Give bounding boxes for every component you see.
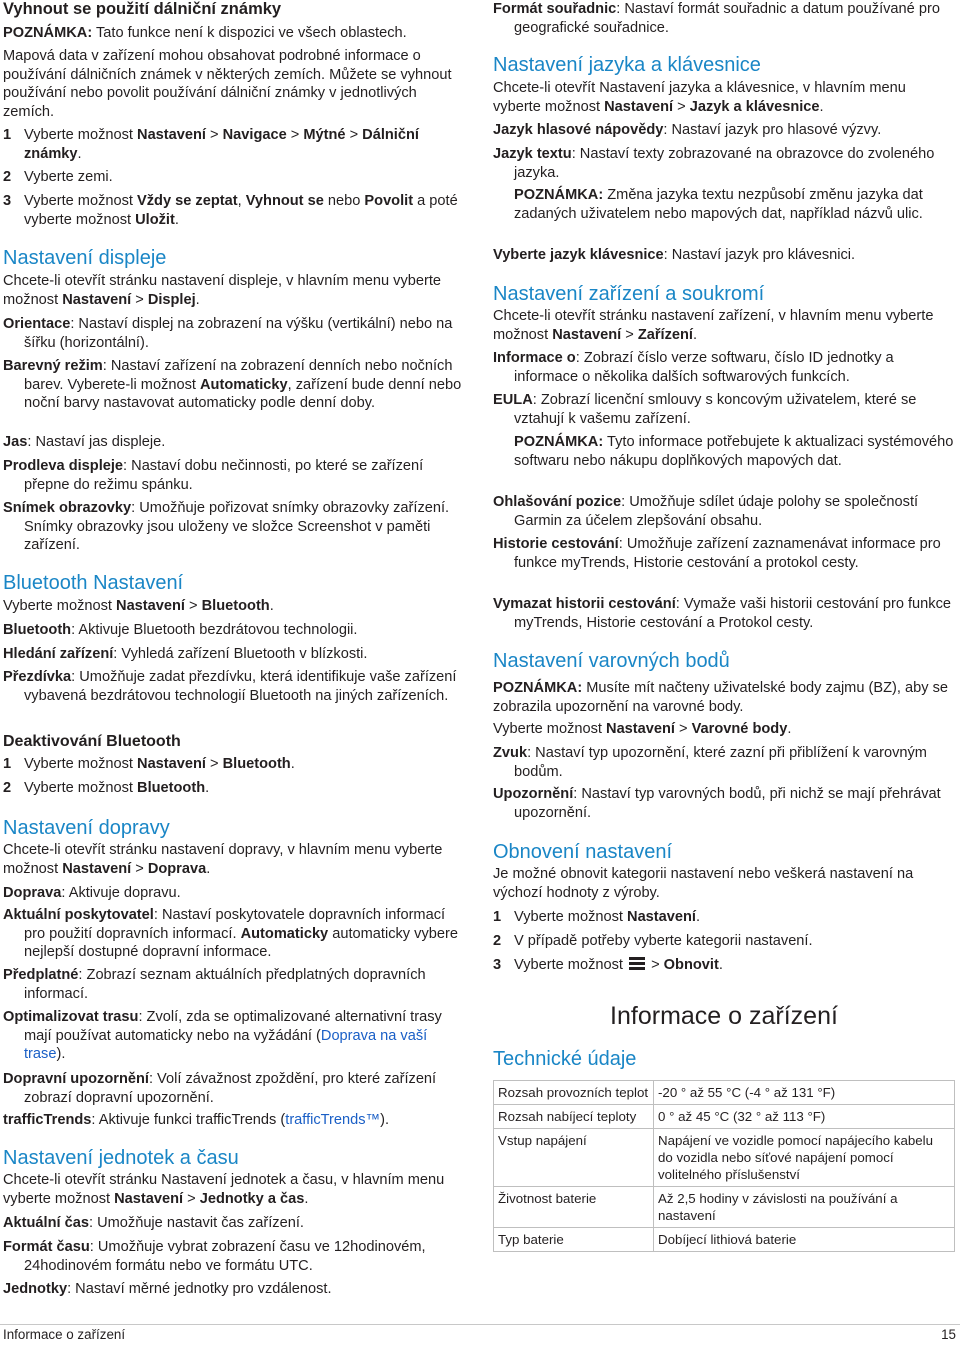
device-intro [493,307,955,344]
desc: , zařízení bude denní nebo noční barvy nastavovat automaticky podle denní doby. [24,376,462,412]
device-heading: Nastavení zařízení a soukromí [493,283,765,305]
desc: : Umožňuje sdílet údaje polohy se společností Garmin za účelem zlepšování obsahu. [514,494,919,529]
display-item-screenshot [3,499,465,555]
traffic-intro [3,841,465,878]
table-row [494,1228,955,1252]
intro-sep: > [131,291,148,308]
intro-bold: Doprava [147,860,207,877]
step-bold: Bluetooth [137,780,206,796]
step-bold: Uložit [135,211,175,228]
term: Snímek obrazovky [3,500,132,516]
note-label: POZNÁMKA: [514,187,604,203]
intro-sep: > [621,326,638,343]
step-text: Vyberte možnost [514,957,628,973]
device-item-location-reporting [493,493,955,530]
spec-value: Napájení ve vozidle pomocí napájecího kabelu do vozidla nebo síťové napájení pomocí volitelného příslušenství [654,1129,955,1187]
intro-bold: Jednotky a čas [199,1190,305,1207]
spec-value: -20 ° až 55 °C (-4 ° až 131 °F) [654,1081,955,1105]
step-bold: Nastavení [137,127,206,143]
step-number: 3 [493,957,502,973]
term: Prodleva displeje [3,458,124,474]
coord-format-item [493,0,955,37]
intro-end: . [206,860,211,877]
bluetooth-intro [3,597,465,616]
units-item-current-time [3,1214,465,1233]
term: Optimalizovat trasu [3,1009,139,1025]
desc: : Nastaví měrné jednotky pro vzdálenost. [67,1281,332,1297]
step-sep: > [205,127,223,143]
step-number: 1 [493,909,502,925]
display-intro [3,272,465,309]
term: Vyberte jazyk klávesnice [493,247,664,263]
proximity-item-audio [493,744,955,781]
step-number: 1 [3,127,12,143]
desc: : Nastaví jazyk pro hlasové výzvy. [663,122,882,138]
traffic-item-provider [3,906,465,962]
term: Ohlašování pozice [493,494,622,510]
spec-label: Rozsah nabíjecí teploty [494,1105,654,1129]
step-end: . [174,211,179,228]
term: Zvuk [493,745,528,761]
spec-label: Životnost baterie [494,1187,654,1228]
restore-step-2 [493,932,955,951]
step-sep: > [647,957,664,973]
footer-page-number: 15 [941,1327,956,1342]
intro-bold: Nastavení [62,291,132,308]
traffic-heading: Nastavení dopravy [3,817,170,839]
desc: : Aktivuje dopravu. [61,885,181,901]
term: Jazyk textu [493,146,572,162]
units-item-time-format [3,1238,465,1275]
term: Dopravní upozornění [3,1071,149,1087]
device-item-clear-history [493,595,955,632]
intro-end: . [819,98,824,115]
step-sep: > [205,756,223,772]
footer-section-name: Informace o zařízení [3,1327,126,1342]
language-item-keyboard [493,246,955,265]
desc: : Nastaví texty zobrazované na obrazovce do zvoleného jazyka. [514,146,935,181]
step-bold: Povolit [364,193,414,209]
term: Historie cestování [493,536,619,552]
language-item-text [493,145,955,182]
desc: : Zobrazí licenční smlouvy s koncovým uživatelem, které se vztahují k vašemu zařízení. [514,392,917,427]
desc: : Umožňuje zařízení zaznamenávat informace pro funkce myTrends, Historie cestování a protokol cesty. [514,536,941,571]
traffic-item-traffic [3,884,465,903]
spec-value: Dobíjecí lithiová baterie [654,1228,955,1252]
intro-bold: Nastavení [114,1190,184,1207]
proximity-note [493,679,955,716]
desc: : Umožňuje nastavit čas zařízení. [88,1215,304,1231]
toll-step-2 [3,168,465,187]
step-end: . [718,957,723,973]
step-end: . [77,145,82,162]
desc: : Nastaví poskytovatele dopravních informací pro použití dopravních informací. [24,907,446,942]
desc: : Zvolí, zda se optimalizované alternativní trasy mají používat automaticky nebo na vyžádání ( [24,1009,442,1044]
term: Jednotky [3,1281,68,1297]
intro-text: Chcete-li otevřít stránku Nastavení jednotek a času, v hlavním menu vyberte možnost [3,1172,445,1207]
desc: : Nastaví jas displeje. [27,434,166,450]
specifications-table [493,1080,955,1252]
intro-bold: Zařízení [637,326,693,343]
term: trafficTrends [3,1112,92,1128]
intro-end: . [269,598,274,614]
table-row [494,1081,955,1105]
desc: : Umožňuje pořizovat snímky obrazovky zařízení. Snímky obrazovky jsou uloženy ve složce Screenshot v paměti zařízení. [24,500,450,554]
intro-text: Chcete-li otevřít Nastavení jazyka a klávesnice, v hlavním menu vyberte možnost [493,80,906,115]
step-text: Vyberte zemi. [24,169,113,185]
step-text: V případě potřeby vyberte kategorii nastavení. [514,933,813,949]
step-bold: Nastavení [627,909,696,925]
units-item-units [3,1280,465,1299]
term: Formát souřadnic [493,1,617,17]
term: EULA [493,392,533,408]
step-bold: Bluetooth [222,756,291,772]
intro-sep: > [184,598,202,614]
step-bold: Nastavení [137,756,206,772]
intro-sep: > [131,860,148,877]
desc: : Nastaví dobu nečinnosti, po které se zařízení přepne do režimu spánku. [24,458,424,493]
table-row [494,1187,955,1228]
note-label: POZNÁMKA: [514,434,604,450]
device-item-travel-history [493,535,955,572]
intro-bold: Jazyk a klávesnice [689,98,820,115]
step-number: 1 [3,756,12,772]
term: Informace o [493,350,576,366]
bluetooth-item-search [3,645,465,664]
note-text: Musíte mít načteny uživatelské body zajmu (BZ), aby se zobrazila upozornění na varovné body. [493,680,948,715]
toll-note [3,24,465,43]
step-text: Vyberte možnost [24,756,138,772]
term: Jazyk hlasové nápovědy [493,122,664,138]
spec-value: 0 ° až 45 °C (32 ° až 113 °F) [654,1105,955,1129]
restore-step-3 [493,956,955,975]
step-number: 2 [3,780,12,796]
units-intro [3,1171,465,1208]
device-item-about [493,349,955,386]
term: Upozornění [493,786,574,802]
desc-bold: Automaticky [200,376,288,393]
bluetooth-heading: Bluetooth Nastavení [3,572,184,594]
step-sep: > [345,127,363,143]
desc: : Vyhledá zařízení Bluetooth v blízkosti. [113,646,368,662]
intro-end: . [787,721,792,737]
desc: : Umožňuje zadat přezdívku, která identifikuje vaše zařízení vybavená bezdrátovou technologií Bluetooth na jiných zařízeních. [24,669,457,704]
desc: : Aktivuje Bluetooth bezdrátovou technologii. [71,622,358,638]
language-item-voice [493,121,955,140]
language-heading: Nastavení jazyka a klávesnice [493,54,761,76]
step-sep: > [286,127,304,143]
term: Jas [3,434,28,450]
device-info-chapter-title: Informace o zařízení [610,1002,838,1030]
term: Aktuální poskytovatel [3,907,154,923]
step-bold: Vyhnout se [245,193,324,209]
step-number: 2 [493,933,502,949]
toll-paragraph: Mapová data v zařízení mohou obsahovat podrobné informace o používání dálničních známek v některých zemích. Můžete se vyhnout používání nebo povolit používání dálniční známky v jednotlivých zemích. [3,48,452,120]
step-bold: Vždy se zeptat [137,193,238,209]
intro-text: Chcete-li otevřít stránku nastavení zařízení, v hlavním menu vyberte možnost [493,308,934,343]
desc: : Nastaví zařízení na zobrazení denních nebo nočních barev. Vyberete-li možnost [24,358,453,393]
term: Bluetooth [3,622,72,638]
term: Hledání zařízení [3,646,114,662]
desc: : Nastaví jazyk pro klávesnici. [663,247,856,263]
step-sep: nebo [323,193,365,209]
step-text: Vyberte možnost [514,909,628,925]
term: Vymazat historii cestování [493,596,676,612]
desc-bold: Automaticky [240,925,329,942]
step-sep: , [237,193,246,209]
step-bold: Obnovit [663,957,719,973]
spec-label: Typ baterie [494,1228,654,1252]
toll-step-1 [3,126,465,163]
restore-step-1 [493,908,955,927]
step-end: . [290,756,295,772]
step-end: . [205,780,210,796]
intro-text: Chcete-li otevřít stránku nastavení dopravy, v hlavním menu vyberte možnost [3,842,443,877]
intro-end: . [195,291,200,308]
intro-bold: Displej [147,291,196,308]
note-text: Změna jazyka textu nezpůsobí změnu jazyka dat zadaných uživatelem nebo mapových dat, například názvů ulic. [514,187,923,222]
spec-value: Až 2,5 hodiny v závislosti na používání a nastavení [654,1187,955,1228]
desc: : Nastaví typ varovných bodů, při nichž se mají přehrávat upozornění. [514,786,941,821]
footer-divider [0,1324,960,1325]
term: Orientace [3,316,71,332]
bluetooth-item-nickname [3,668,465,705]
bluetooth-disable-step-1 [3,755,465,774]
intro-bold: Nastavení [552,326,622,343]
spec-label: Rozsah provozních teplot [494,1081,654,1105]
desc: : Zobrazí číslo verze softwaru, číslo ID jednotky a informace o několika dalších softwarových funkcích. [514,350,894,385]
restore-heading: Obnovení nastavení [493,841,673,863]
traffictrends-link[interactable]: trafficTrends™ [285,1112,381,1128]
note-label: POZNÁMKA: [493,680,583,696]
desc: : Volí závažnost zpoždění, pro které zařízení zobrazí dopravní upozornění. [24,1071,437,1106]
display-item-timeout [3,457,465,494]
display-item-orientation [3,315,465,352]
step-text: Vyberte možnost [24,780,138,796]
units-heading: Nastavení jednotek a času [3,1147,239,1169]
table-row [494,1129,955,1187]
device-item-eula [493,391,955,428]
display-item-color-mode [3,357,465,413]
traffic-item-subscriptions [3,966,465,1003]
proximity-item-alerts [493,785,955,822]
toll-heading: Vyhnout se použití dálniční známky [3,0,282,18]
term: Doprava [3,885,62,901]
step-text: Vyberte možnost [24,193,138,209]
note-text: Tyto informace potřebujete k aktualizaci systémového softwaru nebo nákupu doplňkových mapových dat. [514,434,954,469]
desc: automaticky vybere nejlepší dostupné dopravní informace. [24,925,458,961]
step-text: Vyberte možnost [24,127,138,143]
step-end: . [695,909,701,925]
step-bold: Navigace [222,127,287,143]
step-sep: a poté vyberte možnost [24,193,458,228]
intro-sep: > [183,1190,200,1207]
intro-bold: Nastavení [604,98,674,115]
bluetooth-item-enable [3,621,465,640]
desc: ). [56,1046,66,1063]
step-number: 3 [3,193,12,209]
step-bold: Mýtné [303,127,346,143]
bluetooth-disable-heading: Deaktivování Bluetooth [3,733,181,750]
desc: : Nastaví typ upozornění, které zazní při přiblížení k varovným bodům. [514,745,927,780]
traffic-item-optimize [3,1008,465,1064]
intro-text: Vyberte možnost [3,598,117,614]
intro-bold: Varovné body [691,721,788,737]
toll-step-3 [3,192,465,229]
proximity-heading: Nastavení varovných bodů [493,650,730,672]
desc: : Vymaže vaši historii cestování pro funkce myTrends, Historie cestování a Protokol cesty. [514,596,952,631]
menu-icon [629,957,645,970]
desc: : Umožňuje vybrat zobrazení času ve 12hodinovém, 24hodinovém formátu nebo ve formátu UTC. [24,1239,426,1274]
display-heading: Nastavení displeje [3,247,167,269]
intro-bold: Nastavení [606,721,675,737]
bluetooth-disable-step-2 [3,779,465,798]
traffic-on-route-link[interactable]: Doprava na vaší trase [24,1027,428,1063]
device-note [493,433,955,470]
desc: : Aktivuje funkci trafficTrends ( [91,1112,286,1128]
intro-end: . [692,326,698,343]
step-number: 2 [3,169,12,185]
specifications-heading: Technické údaje [493,1048,637,1070]
desc: ). [380,1112,390,1128]
traffic-item-traffictrends [3,1111,465,1130]
intro-text: Vyberte možnost [493,721,607,737]
term: Předplatné [3,967,79,983]
term: Formát času [3,1239,90,1255]
display-item-brightness [3,433,465,452]
language-note [493,186,955,223]
intro-bold: Nastavení [62,860,132,877]
spec-label: Vstup napájení [494,1129,654,1187]
intro-text: Chcete-li otevřít stránku nastavení displeje, v hlavním menu vyberte možnost [3,273,442,308]
desc: : Nastaví displej na zobrazení na výšku (vertikální) nebo na šířku (horizontální). [24,316,453,351]
intro-sep: > [673,98,690,115]
desc: : Zobrazí seznam aktuálních předplatných dopravních informací. [24,967,426,1002]
table-row [494,1105,955,1129]
intro-end: . [304,1190,309,1207]
term: Barevný režim [3,358,103,374]
traffic-item-alerts [3,1070,465,1107]
step-bold: Dálniční známky [24,127,419,162]
intro-bold: Nastavení [116,598,185,614]
term: Aktuální čas [3,1215,89,1231]
note-text: Tato funkce není k dispozici ve všech oblastech. [92,25,407,41]
note-label: POZNÁMKA: [3,25,93,41]
desc: : Nastaví formát souřadnic a datum používané pro geografické souřadnice. [514,1,940,36]
intro-sep: > [674,721,692,737]
language-intro [493,79,955,116]
restore-paragraph: Je možné obnovit kategorii nastavení nebo veškerá nastavení na výchozí hodnoty z výroby. [493,866,914,901]
intro-bold: Bluetooth [201,598,270,614]
proximity-intro [493,720,955,739]
term: Přezdívka [3,669,72,685]
